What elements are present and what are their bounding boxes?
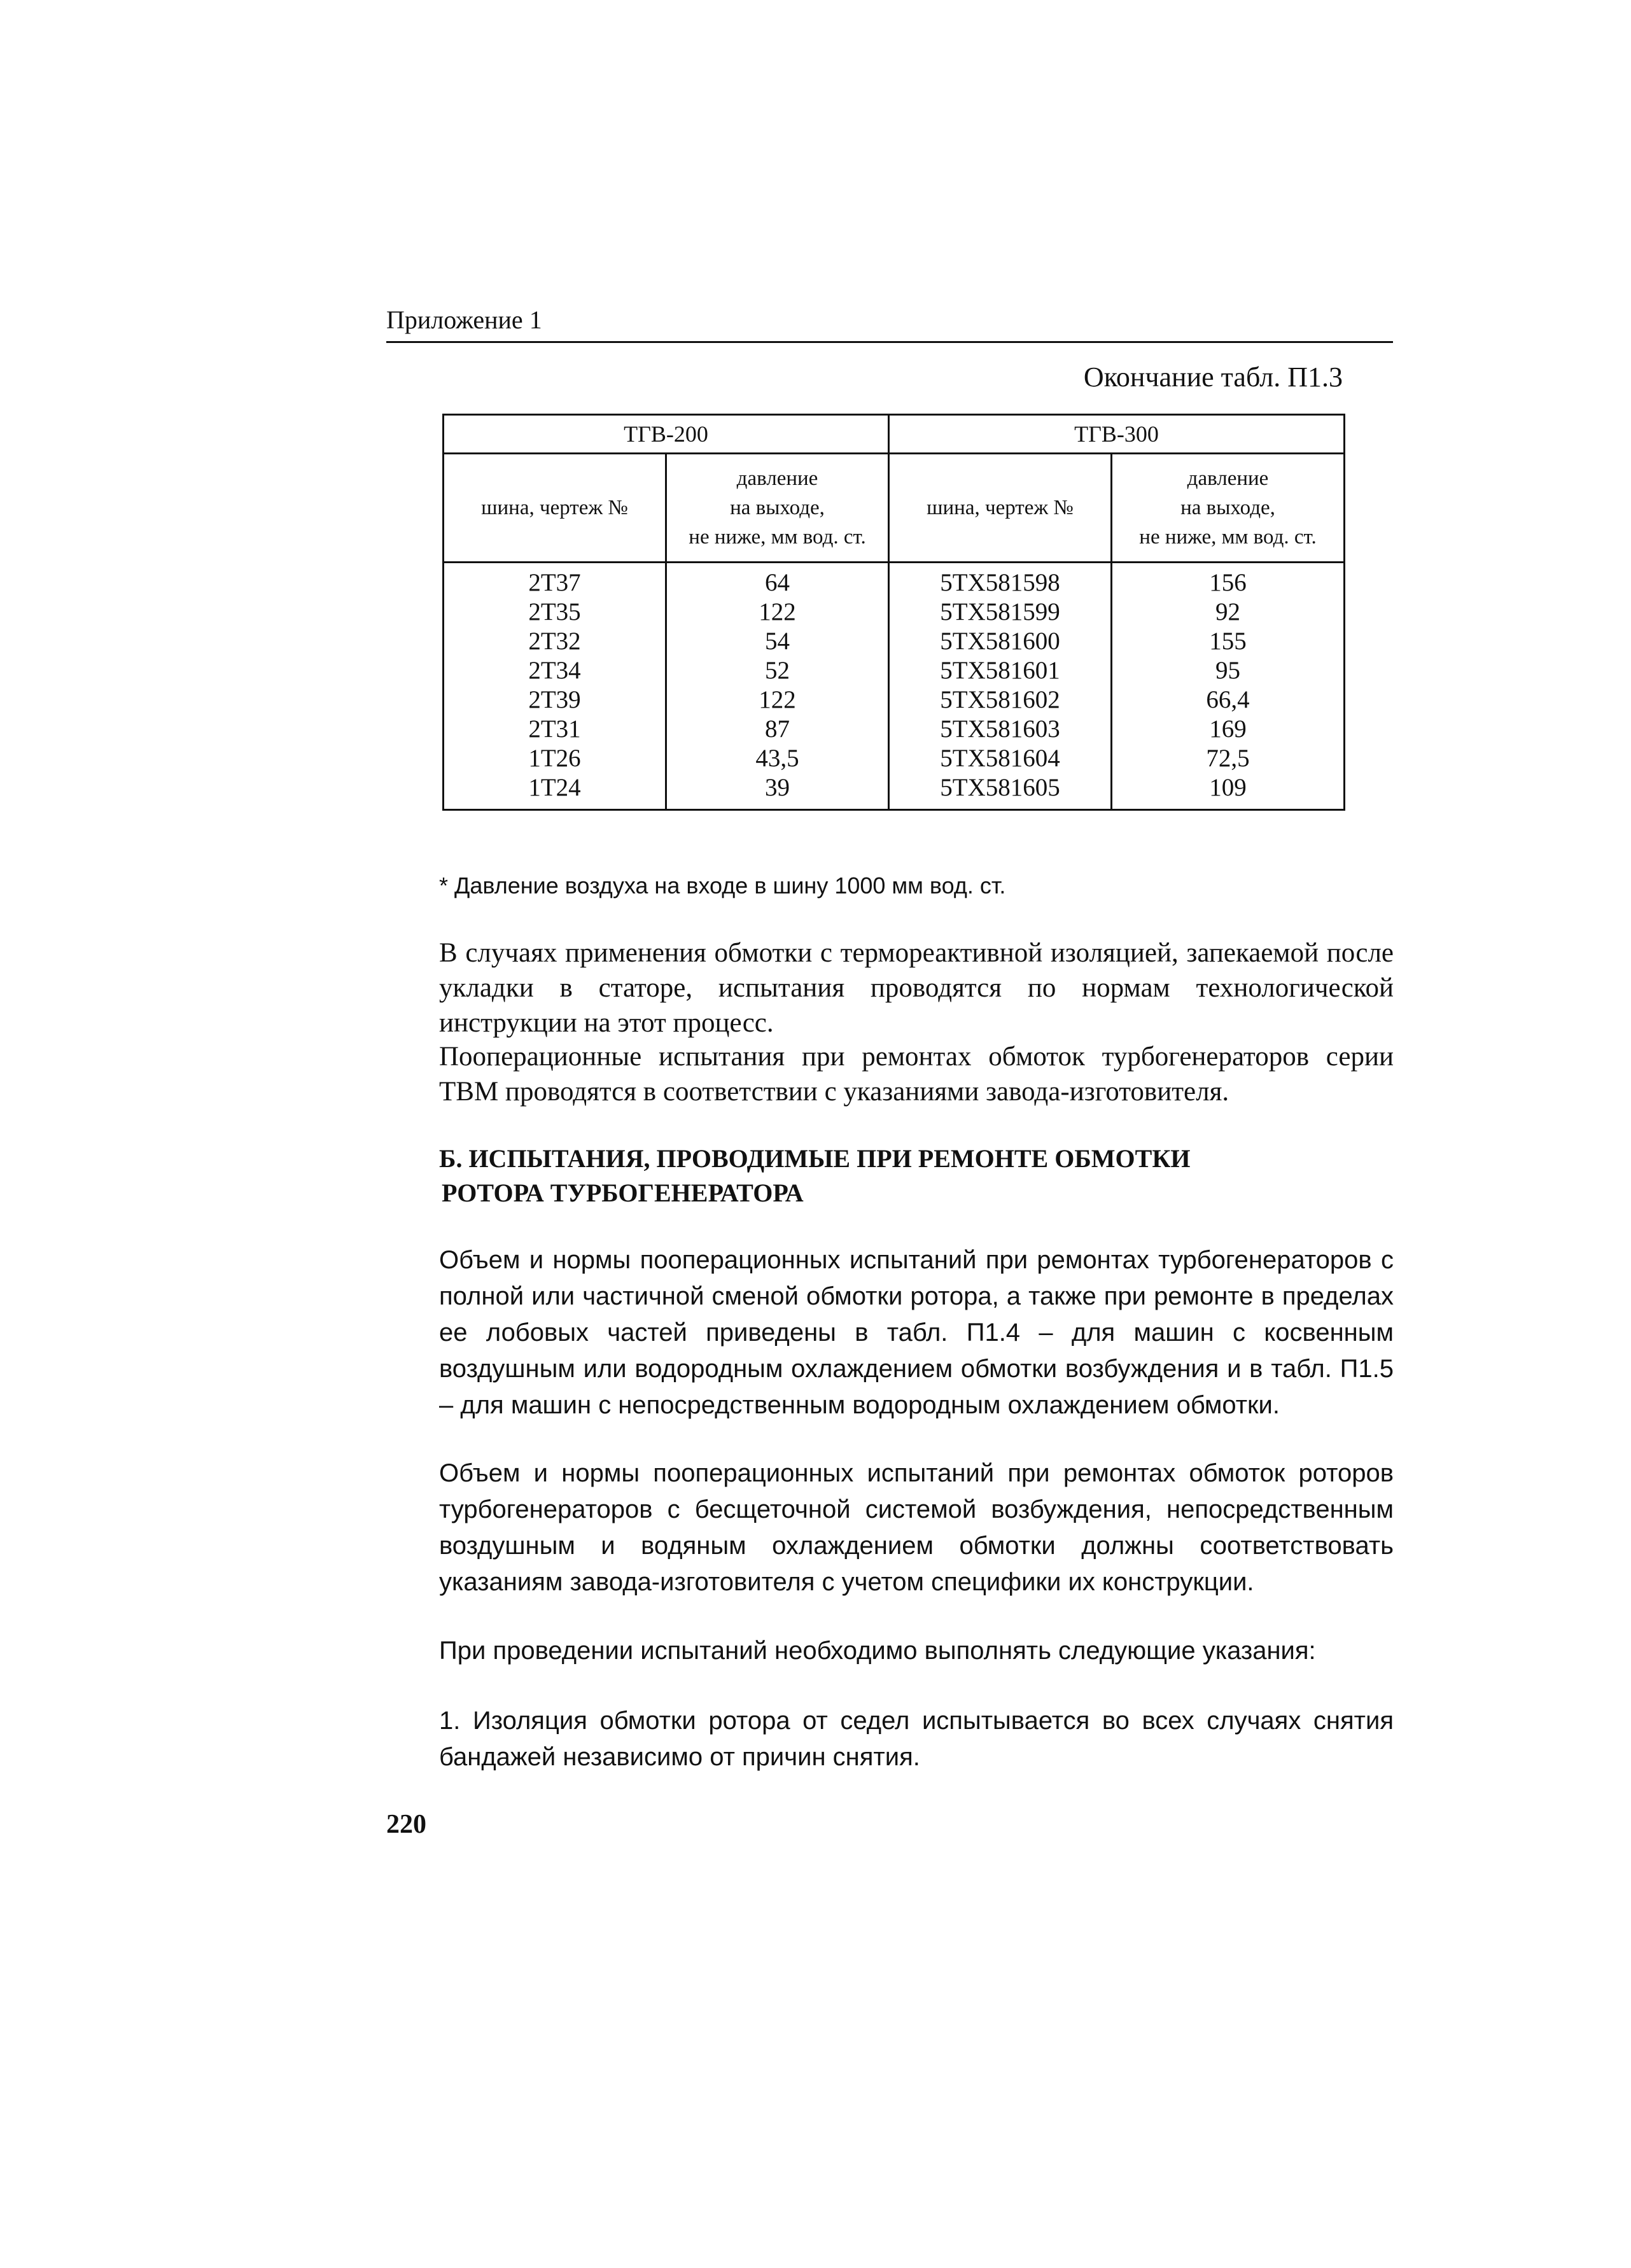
table-cell: 2Т34 <box>444 656 666 685</box>
table-cell: 5ТХ581605 <box>889 773 1112 810</box>
column-header-bus-drawing: шина, чертеж № <box>444 454 666 563</box>
table-cell: 87 <box>666 715 889 744</box>
table-cell: 156 <box>1112 563 1345 598</box>
table-cell: 72,5 <box>1112 744 1345 773</box>
pressure-table <box>442 414 1345 811</box>
table-cell: 5ТХ581602 <box>889 685 1112 715</box>
table-cell: 1Т24 <box>444 773 666 810</box>
table-cell: 2Т32 <box>444 627 666 656</box>
table-row <box>444 685 1345 715</box>
table-cell: 95 <box>1112 656 1345 685</box>
table-cell: 2Т37 <box>444 563 666 598</box>
table-cell: 1Т26 <box>444 744 666 773</box>
table-cell: 5ТХ581600 <box>889 627 1112 656</box>
table-cell: 2Т39 <box>444 685 666 715</box>
table-row <box>444 715 1345 744</box>
table-caption: Окончание табл. П1.3 <box>1083 361 1343 393</box>
column-header-outlet-pressure: давление на выходе, не ниже, мм вод. ст. <box>1112 454 1345 563</box>
paragraph-tvm-series: Пооперационные испытания при ремонтах обмоток турбогенераторов серии ТВМ проводятся в соответствии с указаниями завода-изготовителя. <box>439 1042 1394 1107</box>
table-cell: 43,5 <box>666 744 889 773</box>
table-row <box>444 656 1345 685</box>
table-row <box>444 598 1345 627</box>
table-cell: 2Т35 <box>444 598 666 627</box>
table-cell: 5ТХ581604 <box>889 744 1112 773</box>
table-cell: 39 <box>666 773 889 810</box>
paragraph-brushless: Объем и нормы пооперационных испытаний при ремонтах обмоток роторов турбогенераторов с бесщеточной системой возбуждения, непосредственным воздушным и водяным охлаждением обмотки должны соответствовать указаниям завода-изготовителя с учетом специфики их конструкции. <box>439 1459 1394 1596</box>
table-cell: 64 <box>666 563 889 598</box>
column-header-bus-drawing: шина, чертеж № <box>889 454 1112 563</box>
paragraph-thermoreactive: В случаях применения обмотки с термореактивной изоляцией, запекаемой после укладки в статоре, испытания проводятся по нормам технологической инструкции на этот процесс. <box>439 938 1394 1038</box>
table-cell: 169 <box>1112 715 1345 744</box>
table-cell: 122 <box>666 685 889 715</box>
table-cell: 66,4 <box>1112 685 1345 715</box>
table-row <box>444 563 1345 598</box>
group-header-tgv200: ТГВ-200 <box>444 415 889 454</box>
paragraph-instructions: При проведении испытаний необходимо выполнять следующие указания: <box>439 1637 1316 1665</box>
running-header: Приложение 1 <box>386 304 1393 343</box>
table-row <box>444 744 1345 773</box>
table-cell: 155 <box>1112 627 1345 656</box>
group-header-tgv300: ТГВ-300 <box>889 415 1345 454</box>
table-cell: 5ТХ581601 <box>889 656 1112 685</box>
table-cell: 5ТХ581599 <box>889 598 1112 627</box>
page-number: 220 <box>386 1810 426 1839</box>
table-cell: 2Т31 <box>444 715 666 744</box>
table-cell: 92 <box>1112 598 1345 627</box>
paragraph-item-1: 1. Изоляция обмотки ротора от седел испытывается во всех случаях снятия бандажей независимо от причин снятия. <box>439 1707 1394 1771</box>
table-cell: 122 <box>666 598 889 627</box>
section-heading: Б. ИСПЫТАНИЯ, ПРОВОДИМЫЕ ПРИ РЕМОНТЕ ОБМОТКИ РОТОРА ТУРБОГЕНЕРАТОРА <box>439 1144 1191 1207</box>
table-footnote: * Давление воздуха на входе в шину 1000 мм вод. ст. <box>439 872 1006 899</box>
table-cell: 54 <box>666 627 889 656</box>
table-cell: 109 <box>1112 773 1345 810</box>
table-row <box>444 627 1345 656</box>
paragraph-scope-norms: Объем и нормы пооперационных испытаний при ремонтах турбогенераторов с полной или частичной сменой обмотки ротора, а также при ремонте в пределах ее лобовых частей приведены в табл. П1.4 – для машин с косвенным воздушным или водородным охлаждением обмотки возбуждения и в табл. П1.5 – для машин с непосредственным водородным охлаждением обмотки. <box>439 1246 1394 1419</box>
table-cell: 52 <box>666 656 889 685</box>
table-row <box>444 773 1345 810</box>
column-header-outlet-pressure: давление на выходе, не ниже, мм вод. ст. <box>666 454 889 563</box>
table-cell: 5ТХ581603 <box>889 715 1112 744</box>
table-cell: 5ТХ581598 <box>889 563 1112 598</box>
